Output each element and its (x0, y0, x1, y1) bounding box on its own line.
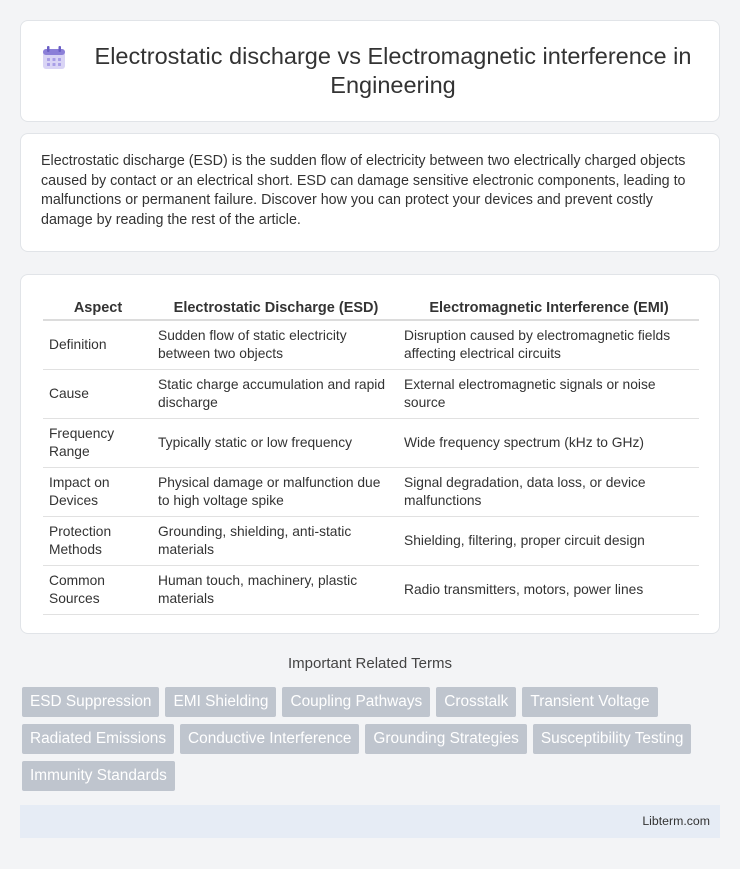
table-row (43, 566, 699, 615)
cell-aspect: Impact on Devices (43, 468, 153, 517)
cell-emi: Radio transmitters, motors, power lines (399, 566, 699, 615)
cell-esd: Physical damage or malfunction due to high voltage spike (153, 468, 399, 517)
cell-aspect: Cause (43, 370, 153, 419)
tag-radiated-emissions[interactable]: Radiated Emissions (22, 724, 174, 754)
table-row (43, 370, 699, 419)
table-row (43, 320, 699, 370)
intro-card (20, 133, 720, 252)
cell-emi: Disruption caused by electromagnetic fields affecting electrical circuits (399, 320, 699, 370)
cell-esd: Typically static or low frequency (153, 419, 399, 468)
header-esd: Electrostatic Discharge (ESD) (153, 296, 399, 320)
cell-aspect: Frequency Range (43, 419, 153, 468)
tag-esd-suppression[interactable]: ESD Suppression (22, 687, 159, 717)
table-row (43, 419, 699, 468)
cell-esd: Static charge accumulation and rapid discharge (153, 370, 399, 419)
table-header-row (43, 296, 699, 320)
footer-site-link[interactable]: Libterm.com (642, 814, 710, 828)
calendar-icon (41, 45, 67, 71)
tag-immunity-standards[interactable]: Immunity Standards (22, 761, 175, 791)
cell-aspect: Definition (43, 320, 153, 370)
tag-coupling-pathways[interactable]: Coupling Pathways (282, 687, 430, 717)
cell-esd: Grounding, shielding, anti-static materials (153, 517, 399, 566)
tag-crosstalk[interactable]: Crosstalk (436, 687, 516, 717)
intro-paragraph: Electrostatic discharge (ESD) is the sudden flow of electricity between two electrically charged objects caused by contact or an electrical short. ESD can damage sensitive electronic components, leading to malfunctions or permanent failure. Discover how you can protect your devices and prevent costly damage by reading the rest of the article. (41, 153, 686, 228)
cell-emi: Shielding, filtering, proper circuit design (399, 517, 699, 566)
tag-transient-voltage[interactable]: Transient Voltage (522, 687, 657, 717)
tag-emi-shielding[interactable]: EMI Shielding (165, 687, 276, 717)
cell-emi: External electromagnetic signals or noise source (399, 370, 699, 419)
tag-grounding-strategies[interactable]: Grounding Strategies (365, 724, 526, 754)
header-card (20, 20, 720, 122)
cell-emi: Wide frequency spectrum (kHz to GHz) (399, 419, 699, 468)
comparison-table (43, 296, 699, 615)
tag-susceptibility-testing[interactable]: Susceptibility Testing (533, 724, 692, 754)
related-terms-heading: Important Related Terms (288, 655, 452, 672)
comparison-card (20, 274, 720, 634)
header-emi: Electromagnetic Interference (EMI) (399, 296, 699, 320)
cell-aspect: Common Sources (43, 566, 153, 615)
page-title: Electrostatic discharge vs Electromagnetic interference in Engineering (94, 43, 692, 98)
cell-aspect: Protection Methods (43, 517, 153, 566)
cell-esd: Sudden flow of static electricity between two objects (153, 320, 399, 370)
table-row (43, 468, 699, 517)
tag-conductive-interference[interactable]: Conductive Interference (180, 724, 359, 754)
related-terms-list (22, 687, 722, 798)
cell-emi: Signal degradation, data loss, or device malfunctions (399, 468, 699, 517)
table-row (43, 517, 699, 566)
header-aspect: Aspect (43, 296, 153, 320)
footer (20, 805, 720, 838)
cell-esd: Human touch, machinery, plastic materials (153, 566, 399, 615)
